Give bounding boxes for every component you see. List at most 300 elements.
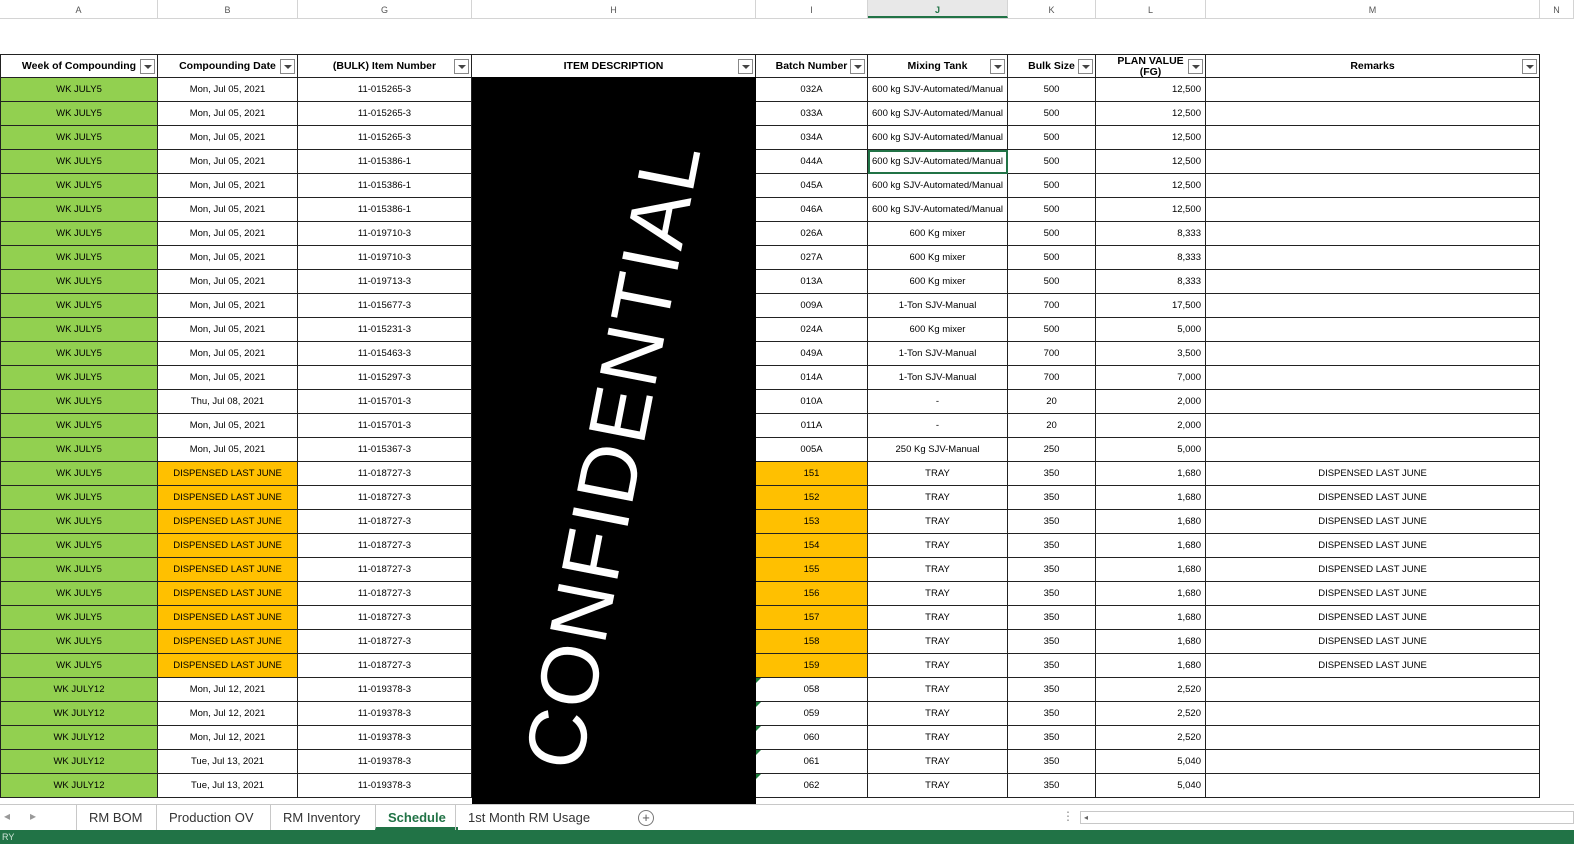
cell-remarks[interactable]: [1206, 78, 1540, 102]
cell-week[interactable]: WK JULY5: [0, 366, 158, 390]
cell-remarks[interactable]: [1206, 390, 1540, 414]
cell-bulk[interactable]: 350: [1008, 774, 1096, 798]
cell-week[interactable]: WK JULY5: [0, 318, 158, 342]
cell-week[interactable]: WK JULY5: [0, 126, 158, 150]
sheet-tab-rm-bom[interactable]: RM BOM: [76, 805, 154, 830]
cell-item[interactable]: 11-018727-3: [298, 630, 472, 654]
cell-week[interactable]: WK JULY5: [0, 606, 158, 630]
cell-date[interactable]: Mon, Jul 05, 2021: [158, 222, 298, 246]
column-letter-i[interactable]: I: [756, 0, 868, 18]
cell-bulk[interactable]: 350: [1008, 678, 1096, 702]
cell-week[interactable]: WK JULY12: [0, 678, 158, 702]
cell-week[interactable]: WK JULY5: [0, 414, 158, 438]
cell-plan[interactable]: 8,333: [1096, 222, 1206, 246]
cell-remarks[interactable]: [1206, 246, 1540, 270]
sheet-tab-rm-inventory[interactable]: RM Inventory: [270, 805, 372, 830]
cell-batch[interactable]: 157: [756, 606, 868, 630]
cell-item[interactable]: 11-015386-1: [298, 174, 472, 198]
cell-plan[interactable]: 7,000: [1096, 366, 1206, 390]
cell-bulk[interactable]: 500: [1008, 126, 1096, 150]
cell-remarks[interactable]: DISPENSED LAST JUNE: [1206, 486, 1540, 510]
filter-dropdown-icon[interactable]: [738, 59, 753, 74]
filter-dropdown-icon[interactable]: [850, 59, 865, 74]
horizontal-scrollbar[interactable]: [1080, 811, 1574, 824]
table-row: [0, 246, 1540, 270]
cell-date[interactable]: Tue, Jul 13, 2021: [158, 750, 298, 774]
cell-plan[interactable]: 5,040: [1096, 750, 1206, 774]
cell-item[interactable]: 11-019378-3: [298, 702, 472, 726]
cell-item[interactable]: 11-019378-3: [298, 726, 472, 750]
header-label: Compounding Date: [179, 60, 276, 72]
cell-remarks[interactable]: DISPENSED LAST JUNE: [1206, 654, 1540, 678]
column-letter-h[interactable]: H: [472, 0, 756, 18]
cell-plan[interactable]: 2,520: [1096, 726, 1206, 750]
cell-date[interactable]: Tue, Jul 13, 2021: [158, 774, 298, 798]
cell-date[interactable]: DISPENSED LAST JUNE: [158, 630, 298, 654]
cell-batch[interactable]: 152: [756, 486, 868, 510]
cell-plan[interactable]: 12,500: [1096, 78, 1206, 102]
cell-tank[interactable]: 600 kg SJV-Automated/Manual: [868, 102, 1008, 126]
cell-date[interactable]: Mon, Jul 05, 2021: [158, 126, 298, 150]
cell-tank[interactable]: TRAY: [868, 510, 1008, 534]
cell-bulk[interactable]: 500: [1008, 150, 1096, 174]
cell-week[interactable]: WK JULY12: [0, 726, 158, 750]
cell-batch[interactable]: 044A: [756, 150, 868, 174]
cell-week[interactable]: WK JULY5: [0, 462, 158, 486]
blank-row: [0, 18, 1540, 54]
cell-item[interactable]: 11-015386-1: [298, 198, 472, 222]
cell-batch[interactable]: 061: [756, 750, 868, 774]
table-row: [0, 510, 1540, 534]
cell-date[interactable]: Mon, Jul 05, 2021: [158, 102, 298, 126]
cell-date[interactable]: Mon, Jul 12, 2021: [158, 702, 298, 726]
cell-plan[interactable]: 2,520: [1096, 702, 1206, 726]
cell-date[interactable]: Mon, Jul 12, 2021: [158, 726, 298, 750]
cell-bulk[interactable]: 350: [1008, 606, 1096, 630]
cell-batch[interactable]: 013A: [756, 270, 868, 294]
cell-bulk[interactable]: 350: [1008, 486, 1096, 510]
cell-week[interactable]: WK JULY5: [0, 246, 158, 270]
cell-plan[interactable]: 8,333: [1096, 270, 1206, 294]
filter-dropdown-icon[interactable]: [1188, 59, 1203, 74]
cell-batch[interactable]: 024A: [756, 318, 868, 342]
cell-week[interactable]: WK JULY5: [0, 78, 158, 102]
cell-item[interactable]: 11-018727-3: [298, 510, 472, 534]
header-remarks[interactable]: [1206, 54, 1540, 78]
table-row: [0, 486, 1540, 510]
cell-plan[interactable]: 3,500: [1096, 342, 1206, 366]
cell-remarks[interactable]: [1206, 414, 1540, 438]
cell-item[interactable]: 11-015231-3: [298, 318, 472, 342]
cell-tank[interactable]: 600 Kg mixer: [868, 222, 1008, 246]
cell-plan[interactable]: 1,680: [1096, 462, 1206, 486]
cell-remarks[interactable]: [1206, 150, 1540, 174]
cell-tank[interactable]: TRAY: [868, 702, 1008, 726]
filter-dropdown-icon[interactable]: [454, 59, 469, 74]
cell-item[interactable]: 11-019378-3: [298, 774, 472, 798]
cell-item[interactable]: 11-018727-3: [298, 654, 472, 678]
cell-remarks[interactable]: [1206, 750, 1540, 774]
table-row: [0, 174, 1540, 198]
cell-item[interactable]: 11-015297-3: [298, 366, 472, 390]
cell-bulk[interactable]: 350: [1008, 702, 1096, 726]
error-indicator-icon: [756, 702, 761, 707]
cell-week[interactable]: WK JULY5: [0, 486, 158, 510]
cell-tank[interactable]: TRAY: [868, 462, 1008, 486]
cell-batch[interactable]: 060: [756, 726, 868, 750]
cell-tank[interactable]: TRAY: [868, 726, 1008, 750]
cell-remarks[interactable]: [1206, 102, 1540, 126]
cell-item[interactable]: 11-018727-3: [298, 486, 472, 510]
cell-week[interactable]: WK JULY5: [0, 150, 158, 174]
cell-tank[interactable]: 600 Kg mixer: [868, 246, 1008, 270]
cell-item[interactable]: 11-015265-3: [298, 102, 472, 126]
cell-plan[interactable]: 12,500: [1096, 198, 1206, 222]
cell-remarks[interactable]: [1206, 294, 1540, 318]
cell-item[interactable]: 11-015701-3: [298, 414, 472, 438]
cell-tank[interactable]: 600 Kg mixer: [868, 270, 1008, 294]
cell-bulk[interactable]: 350: [1008, 510, 1096, 534]
cell-week[interactable]: WK JULY5: [0, 510, 158, 534]
cell-plan[interactable]: 5,000: [1096, 318, 1206, 342]
cell-plan[interactable]: 2,000: [1096, 390, 1206, 414]
cell-tank[interactable]: TRAY: [868, 534, 1008, 558]
cell-tank[interactable]: TRAY: [868, 654, 1008, 678]
cell-batch[interactable]: 059: [756, 702, 868, 726]
cell-batch[interactable]: 159: [756, 654, 868, 678]
cell-batch[interactable]: 049A: [756, 342, 868, 366]
cell-bulk[interactable]: 700: [1008, 342, 1096, 366]
plus-circle-icon[interactable]: +: [638, 810, 654, 826]
cell-bulk[interactable]: 500: [1008, 102, 1096, 126]
column-letter-a[interactable]: A: [0, 0, 158, 18]
cell-batch[interactable]: 005A: [756, 438, 868, 462]
cell-date[interactable]: DISPENSED LAST JUNE: [158, 462, 298, 486]
cell-item[interactable]: 11-015701-3: [298, 390, 472, 414]
cell-week[interactable]: WK JULY5: [0, 630, 158, 654]
header-week[interactable]: [0, 54, 158, 78]
cell-date[interactable]: Mon, Jul 05, 2021: [158, 366, 298, 390]
cell-date[interactable]: Mon, Jul 05, 2021: [158, 342, 298, 366]
cell-week[interactable]: WK JULY5: [0, 294, 158, 318]
cell-batch[interactable]: 046A: [756, 198, 868, 222]
cell-item[interactable]: 11-015463-3: [298, 342, 472, 366]
header-item[interactable]: [298, 54, 472, 78]
cell-week[interactable]: WK JULY12: [0, 774, 158, 798]
cell-batch[interactable]: 058: [756, 678, 868, 702]
header-plan[interactable]: [1096, 54, 1206, 78]
cell-batch[interactable]: 155: [756, 558, 868, 582]
column-letter-n[interactable]: N: [1540, 0, 1574, 18]
cell-date[interactable]: Mon, Jul 05, 2021: [158, 318, 298, 342]
cell-plan[interactable]: 1,680: [1096, 510, 1206, 534]
cell-bulk[interactable]: 20: [1008, 414, 1096, 438]
cell-plan[interactable]: 1,680: [1096, 558, 1206, 582]
cell-tank[interactable]: -: [868, 390, 1008, 414]
cell-batch[interactable]: 045A: [756, 174, 868, 198]
cell-batch[interactable]: 033A: [756, 102, 868, 126]
cell-bulk[interactable]: 500: [1008, 198, 1096, 222]
table-row: [0, 654, 1540, 678]
table-row: [0, 534, 1540, 558]
cell-week[interactable]: WK JULY5: [0, 102, 158, 126]
cell-tank[interactable]: 1-Ton SJV-Manual: [868, 366, 1008, 390]
cell-week[interactable]: WK JULY5: [0, 174, 158, 198]
cell-bulk[interactable]: 500: [1008, 246, 1096, 270]
cell-date[interactable]: Mon, Jul 12, 2021: [158, 678, 298, 702]
header-tank[interactable]: [868, 54, 1008, 78]
column-letter-m[interactable]: M: [1206, 0, 1540, 18]
cell-bulk[interactable]: 350: [1008, 558, 1096, 582]
cell-bulk[interactable]: 700: [1008, 366, 1096, 390]
table-row: [0, 102, 1540, 126]
cell-date[interactable]: DISPENSED LAST JUNE: [158, 582, 298, 606]
cell-item[interactable]: 11-018727-3: [298, 558, 472, 582]
cell-plan[interactable]: 12,500: [1096, 174, 1206, 198]
cell-batch[interactable]: 154: [756, 534, 868, 558]
cell-date[interactable]: Mon, Jul 05, 2021: [158, 294, 298, 318]
cell-item[interactable]: 11-015367-3: [298, 438, 472, 462]
cell-plan[interactable]: 12,500: [1096, 102, 1206, 126]
cell-date[interactable]: DISPENSED LAST JUNE: [158, 510, 298, 534]
filter-dropdown-icon[interactable]: [280, 59, 295, 74]
header-label: Week of Compounding: [21, 60, 137, 72]
column-letter-l[interactable]: L: [1096, 0, 1206, 18]
cell-tank[interactable]: 600 kg SJV-Automated/Manual: [868, 174, 1008, 198]
cell-date[interactable]: DISPENSED LAST JUNE: [158, 558, 298, 582]
cell-remarks[interactable]: DISPENSED LAST JUNE: [1206, 630, 1540, 654]
cell-item[interactable]: 11-015265-3: [298, 78, 472, 102]
cell-item[interactable]: 11-019710-3: [298, 246, 472, 270]
cell-tank[interactable]: 1-Ton SJV-Manual: [868, 294, 1008, 318]
cell-bulk[interactable]: 350: [1008, 654, 1096, 678]
cell-plan[interactable]: 12,500: [1096, 150, 1206, 174]
header-label: Remarks: [1350, 60, 1395, 72]
cell-remarks[interactable]: [1206, 126, 1540, 150]
cell-tank[interactable]: 600 kg SJV-Automated/Manual: [868, 150, 1008, 174]
more-options-icon[interactable]: ⋮: [1062, 809, 1074, 823]
cell-batch[interactable]: 032A: [756, 78, 868, 102]
table-row: [0, 702, 1540, 726]
cell-plan[interactable]: 1,680: [1096, 606, 1206, 630]
header-desc[interactable]: [472, 54, 756, 78]
cell-batch[interactable]: 009A: [756, 294, 868, 318]
cell-remarks[interactable]: [1206, 198, 1540, 222]
cell-item[interactable]: 11-019713-3: [298, 270, 472, 294]
cell-plan[interactable]: 1,680: [1096, 534, 1206, 558]
cell-week[interactable]: WK JULY5: [0, 438, 158, 462]
cell-remarks[interactable]: [1206, 174, 1540, 198]
cell-date[interactable]: Mon, Jul 05, 2021: [158, 174, 298, 198]
cell-bulk[interactable]: 500: [1008, 270, 1096, 294]
cell-date[interactable]: DISPENSED LAST JUNE: [158, 534, 298, 558]
cell-remarks[interactable]: DISPENSED LAST JUNE: [1206, 558, 1540, 582]
cell-bulk[interactable]: 700: [1008, 294, 1096, 318]
cell-week[interactable]: WK JULY5: [0, 342, 158, 366]
cell-batch[interactable]: 027A: [756, 246, 868, 270]
cell-date[interactable]: Mon, Jul 05, 2021: [158, 270, 298, 294]
cell-remarks[interactable]: [1206, 702, 1540, 726]
sheet-tab-production-ov[interactable]: Production OV: [156, 805, 266, 830]
cell-remarks[interactable]: [1206, 222, 1540, 246]
cell-batch[interactable]: 151: [756, 462, 868, 486]
cell-date[interactable]: Mon, Jul 05, 2021: [158, 438, 298, 462]
cell-bulk[interactable]: 350: [1008, 582, 1096, 606]
cell-date[interactable]: DISPENSED LAST JUNE: [158, 606, 298, 630]
cell-item[interactable]: 11-019378-3: [298, 750, 472, 774]
cell-tank[interactable]: 600 kg SJV-Automated/Manual: [868, 198, 1008, 222]
filter-dropdown-icon[interactable]: [1078, 59, 1093, 74]
cell-item[interactable]: 11-015265-3: [298, 126, 472, 150]
cell-bulk[interactable]: 350: [1008, 726, 1096, 750]
cell-item[interactable]: 11-015386-1: [298, 150, 472, 174]
cell-week[interactable]: WK JULY5: [0, 582, 158, 606]
cell-week[interactable]: WK JULY5: [0, 198, 158, 222]
column-letter-k[interactable]: K: [1008, 0, 1096, 18]
cell-tank[interactable]: -: [868, 414, 1008, 438]
cell-item[interactable]: 11-018727-3: [298, 582, 472, 606]
cell-tank[interactable]: TRAY: [868, 582, 1008, 606]
cell-batch[interactable]: 034A: [756, 126, 868, 150]
cell-week[interactable]: WK JULY12: [0, 702, 158, 726]
cell-tank[interactable]: 250 Kg SJV-Manual: [868, 438, 1008, 462]
table-row: [0, 126, 1540, 150]
cell-remarks[interactable]: [1206, 678, 1540, 702]
cell-batch[interactable]: 026A: [756, 222, 868, 246]
cell-item[interactable]: 11-018727-3: [298, 534, 472, 558]
cell-tank[interactable]: 1-Ton SJV-Manual: [868, 342, 1008, 366]
header-date[interactable]: [158, 54, 298, 78]
cell-batch[interactable]: 062: [756, 774, 868, 798]
cell-remarks[interactable]: [1206, 774, 1540, 798]
header-label: Mixing Tank: [907, 60, 968, 72]
cell-tank[interactable]: TRAY: [868, 486, 1008, 510]
cell-batch[interactable]: 011A: [756, 414, 868, 438]
cell-week[interactable]: WK JULY5: [0, 222, 158, 246]
cell-week[interactable]: WK JULY12: [0, 750, 158, 774]
filter-dropdown-icon[interactable]: [990, 59, 1005, 74]
cell-tank[interactable]: 600 kg SJV-Automated/Manual: [868, 126, 1008, 150]
cell-bulk[interactable]: 20: [1008, 390, 1096, 414]
cell-batch[interactable]: 014A: [756, 366, 868, 390]
column-letter-g[interactable]: G: [298, 0, 472, 18]
header-label: Bulk Size: [1028, 60, 1075, 72]
cell-remarks[interactable]: [1206, 438, 1540, 462]
cell-week[interactable]: WK JULY5: [0, 654, 158, 678]
next-sheet-arrow-icon[interactable]: ▸: [30, 809, 37, 823]
cell-week[interactable]: WK JULY5: [0, 558, 158, 582]
cell-item[interactable]: 11-019378-3: [298, 678, 472, 702]
cell-item[interactable]: 11-018727-3: [298, 462, 472, 486]
cell-tank[interactable]: TRAY: [868, 774, 1008, 798]
cell-plan[interactable]: 1,680: [1096, 582, 1206, 606]
cell-bulk[interactable]: 500: [1008, 222, 1096, 246]
cell-remarks[interactable]: DISPENSED LAST JUNE: [1206, 462, 1540, 486]
cell-item[interactable]: 11-015677-3: [298, 294, 472, 318]
cell-remarks[interactable]: [1206, 342, 1540, 366]
cell-remarks[interactable]: DISPENSED LAST JUNE: [1206, 606, 1540, 630]
column-letter-b[interactable]: B: [158, 0, 298, 18]
cell-plan[interactable]: 1,680: [1096, 486, 1206, 510]
cell-plan[interactable]: 8,333: [1096, 246, 1206, 270]
cell-tank[interactable]: 600 kg SJV-Automated/Manual: [868, 78, 1008, 102]
cell-batch[interactable]: 153: [756, 510, 868, 534]
prev-sheet-arrow-icon[interactable]: ◂: [4, 809, 11, 823]
table-row: [0, 198, 1540, 222]
cell-remarks[interactable]: [1206, 366, 1540, 390]
header-row: [0, 54, 1540, 78]
cell-bulk[interactable]: 350: [1008, 630, 1096, 654]
table-row: [0, 318, 1540, 342]
cell-week[interactable]: WK JULY5: [0, 390, 158, 414]
cell-item[interactable]: 11-018727-3: [298, 606, 472, 630]
cell-remarks[interactable]: [1206, 726, 1540, 750]
cell-remarks[interactable]: DISPENSED LAST JUNE: [1206, 534, 1540, 558]
cell-plan[interactable]: 1,680: [1096, 654, 1206, 678]
cell-remarks[interactable]: [1206, 318, 1540, 342]
cell-plan[interactable]: 1,680: [1096, 630, 1206, 654]
sheet-tab-schedule[interactable]: Schedule: [375, 805, 458, 830]
header-bulk[interactable]: [1008, 54, 1096, 78]
cell-remarks[interactable]: [1206, 270, 1540, 294]
cell-remarks[interactable]: DISPENSED LAST JUNE: [1206, 582, 1540, 606]
header-batch[interactable]: [756, 54, 868, 78]
cell-bulk[interactable]: 350: [1008, 462, 1096, 486]
cell-tank[interactable]: TRAY: [868, 750, 1008, 774]
cell-tank[interactable]: TRAY: [868, 558, 1008, 582]
cell-date[interactable]: Mon, Jul 05, 2021: [158, 150, 298, 174]
cell-tank[interactable]: TRAY: [868, 630, 1008, 654]
cell-bulk[interactable]: 350: [1008, 534, 1096, 558]
cell-tank[interactable]: TRAY: [868, 678, 1008, 702]
cell-date[interactable]: DISPENSED LAST JUNE: [158, 654, 298, 678]
column-letter-j[interactable]: J: [868, 0, 1008, 18]
cell-bulk[interactable]: 500: [1008, 318, 1096, 342]
cell-plan[interactable]: 12,500: [1096, 126, 1206, 150]
cell-bulk[interactable]: 500: [1008, 174, 1096, 198]
cell-item[interactable]: 11-019710-3: [298, 222, 472, 246]
cell-plan[interactable]: 5,040: [1096, 774, 1206, 798]
filter-dropdown-icon[interactable]: [1522, 59, 1537, 74]
spreadsheet-grid: [0, 54, 1540, 804]
cell-bulk[interactable]: 250: [1008, 438, 1096, 462]
cell-week[interactable]: WK JULY5: [0, 270, 158, 294]
scroll-left-icon[interactable]: ◂: [1084, 813, 1089, 822]
cell-bulk[interactable]: 350: [1008, 750, 1096, 774]
cell-date[interactable]: Mon, Jul 05, 2021: [158, 414, 298, 438]
cell-date[interactable]: Mon, Jul 05, 2021: [158, 198, 298, 222]
sheet-tab-1st-month-rm-usage[interactable]: 1st Month RM Usage: [455, 805, 602, 830]
cell-remarks[interactable]: DISPENSED LAST JUNE: [1206, 510, 1540, 534]
cell-bulk[interactable]: 500: [1008, 78, 1096, 102]
cell-plan[interactable]: 2,000: [1096, 414, 1206, 438]
cell-plan[interactable]: 17,500: [1096, 294, 1206, 318]
filter-dropdown-icon[interactable]: [140, 59, 155, 74]
cell-date[interactable]: Thu, Jul 08, 2021: [158, 390, 298, 414]
cell-tank[interactable]: 600 Kg mixer: [868, 318, 1008, 342]
cell-plan[interactable]: 5,000: [1096, 438, 1206, 462]
cell-plan[interactable]: 2,520: [1096, 678, 1206, 702]
cell-tank[interactable]: TRAY: [868, 606, 1008, 630]
cell-date[interactable]: Mon, Jul 05, 2021: [158, 78, 298, 102]
cell-batch[interactable]: 010A: [756, 390, 868, 414]
cell-batch[interactable]: 156: [756, 582, 868, 606]
table-row: [0, 414, 1540, 438]
cell-week[interactable]: WK JULY5: [0, 534, 158, 558]
cell-date[interactable]: DISPENSED LAST JUNE: [158, 486, 298, 510]
cell-date[interactable]: Mon, Jul 05, 2021: [158, 246, 298, 270]
cell-batch[interactable]: 158: [756, 630, 868, 654]
